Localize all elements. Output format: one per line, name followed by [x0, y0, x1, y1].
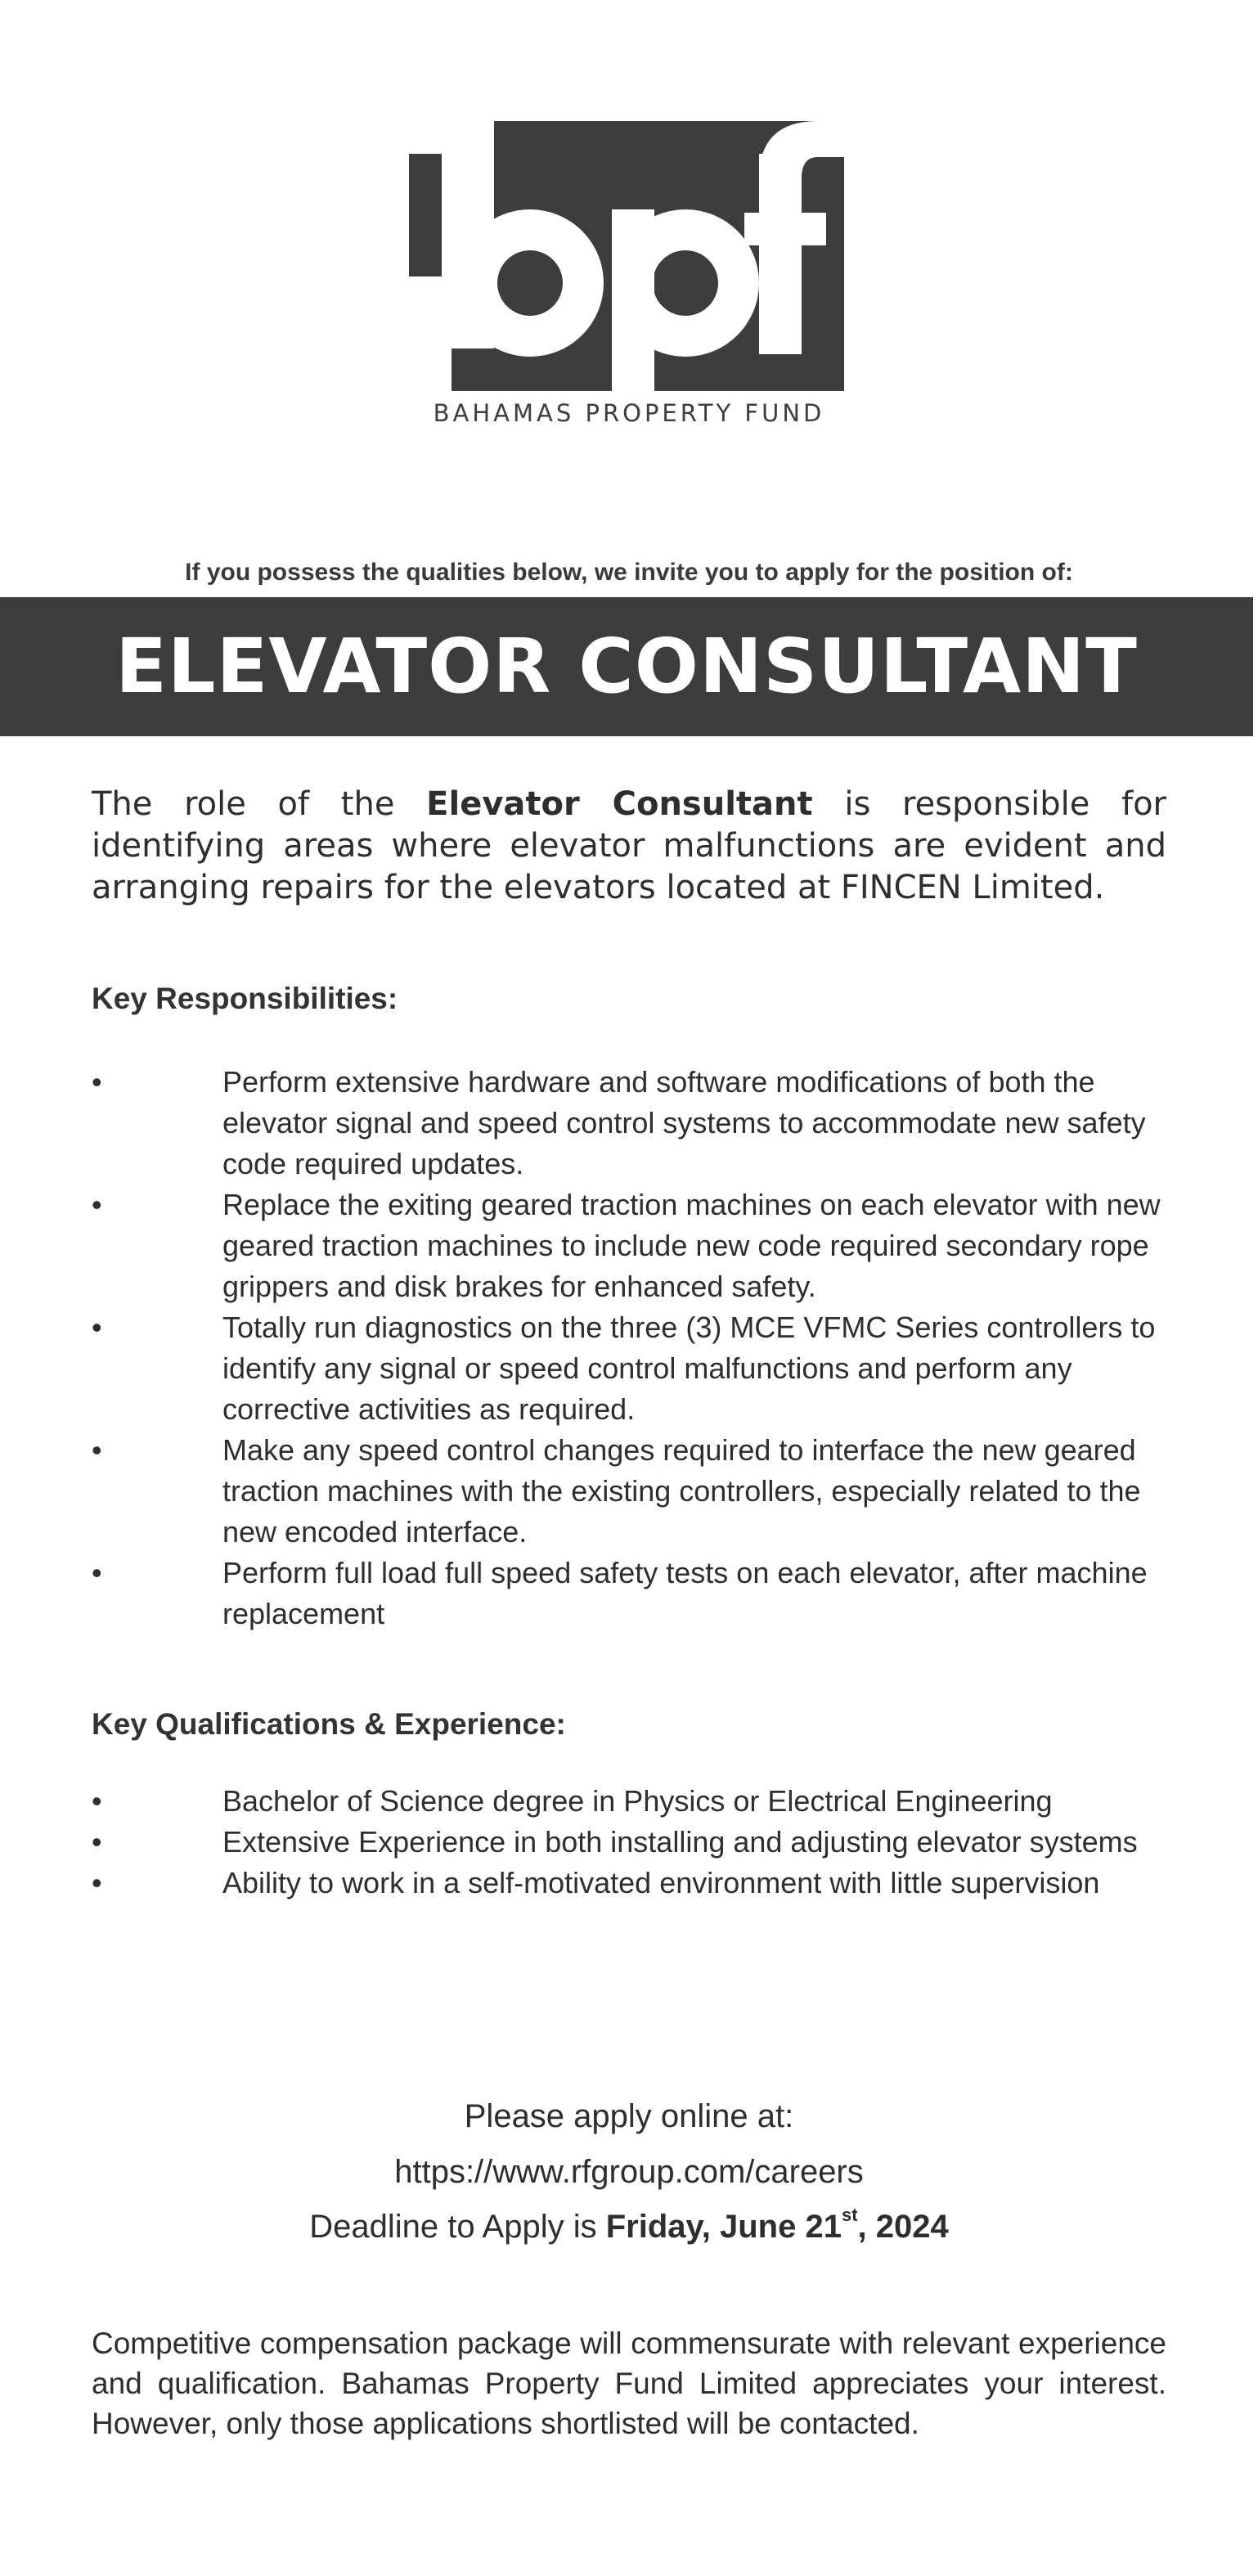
position-title: ELEVATOR CONSULTANT [115, 623, 1138, 710]
bpf-logo-icon [409, 121, 851, 391]
list-item [92, 1430, 1188, 1553]
bullet: • [92, 1433, 102, 1467]
deadline-date: Friday, June 21st, 2024 [605, 2205, 949, 2245]
qualifications-list [92, 1781, 1188, 1904]
deadline-ordinal: st [841, 2205, 858, 2225]
bullet: • [92, 1065, 102, 1099]
intro-prefix: The role of the [92, 785, 427, 823]
intro-paragraph [92, 784, 1166, 909]
footer-paragraph: Competitive compensation package will commensurate with relevant experience and qualification. Bahamas Property Fund Limited appreciates your interest. However, only those applications shortlisted will be contacted. [92, 2326, 1166, 2440]
list-item-text: Extensive Experience in both installing and adjusting elevator systems [222, 1825, 1138, 1859]
logo [0, 0, 1258, 458]
responsibilities-heading: Key Responsibilities: [92, 982, 398, 1015]
list-item [92, 1185, 1188, 1307]
careers-link[interactable]: https://www.rfgroup.com/careers [394, 2154, 864, 2190]
list-item [92, 1822, 1188, 1863]
bullet: • [92, 1556, 102, 1589]
list-item-text: Ability to work in a self-motivated environment with little supervision [222, 1866, 1100, 1899]
bullet: • [92, 1310, 102, 1344]
bullet: • [92, 1188, 102, 1221]
bullet: • [92, 1866, 102, 1899]
list-item-text: Make any speed control changes required to interface the new geared traction machines with the existing controllers, especially related to the new encoded interface. [222, 1433, 1141, 1549]
bullet: • [92, 1784, 102, 1818]
list-item-text: Perform extensive hardware and software modifications of both the elevator signal and speed control systems to accommodate new safety code required updates. [222, 1065, 1146, 1180]
list-item-text: Bachelor of Science degree in Physics or Electrical Engineering [222, 1784, 1053, 1818]
apply-online-text: Please apply online at: [464, 2098, 794, 2134]
list-item [92, 1307, 1188, 1430]
list-item [92, 1553, 1188, 1634]
title-banner [0, 597, 1258, 736]
deadline-text [0, 2205, 1258, 2246]
list-item [92, 1863, 1188, 1904]
intro-role: Elevator Consultant [426, 785, 813, 823]
invite-text: If you possess the qualities below, we invite you to apply for the position of: [185, 559, 1073, 586]
qualifications-heading: Key Qualifications & Experience: [92, 1707, 566, 1741]
deadline-prefix: Deadline to Apply is [309, 2209, 606, 2245]
list-item [92, 1062, 1188, 1185]
list-item-text: Totally run diagnostics on the three (3) MCE VFMC Series controllers to identify any signal or speed control malfunctions and perform any corrective activities as required. [222, 1310, 1156, 1426]
intro-suffix: is responsible for identifying areas where elevator malfunctions are evident and arranging repairs for the elevators located at FINCEN Limited. [92, 785, 1166, 906]
logo-subtitle: BAHAMAS PROPERTY FUND [433, 399, 825, 427]
list-item [92, 1781, 1188, 1822]
bullet: • [92, 1825, 102, 1859]
list-item-text: Perform full load full speed safety tests on each elevator, after machine replacement [222, 1556, 1148, 1630]
list-item-text: Replace the exiting geared traction machines on each elevator with new geared traction machines to include new code required secondary rope grippers and disk brakes for enhanced safety. [222, 1188, 1161, 1303]
responsibilities-list [92, 1062, 1188, 1634]
